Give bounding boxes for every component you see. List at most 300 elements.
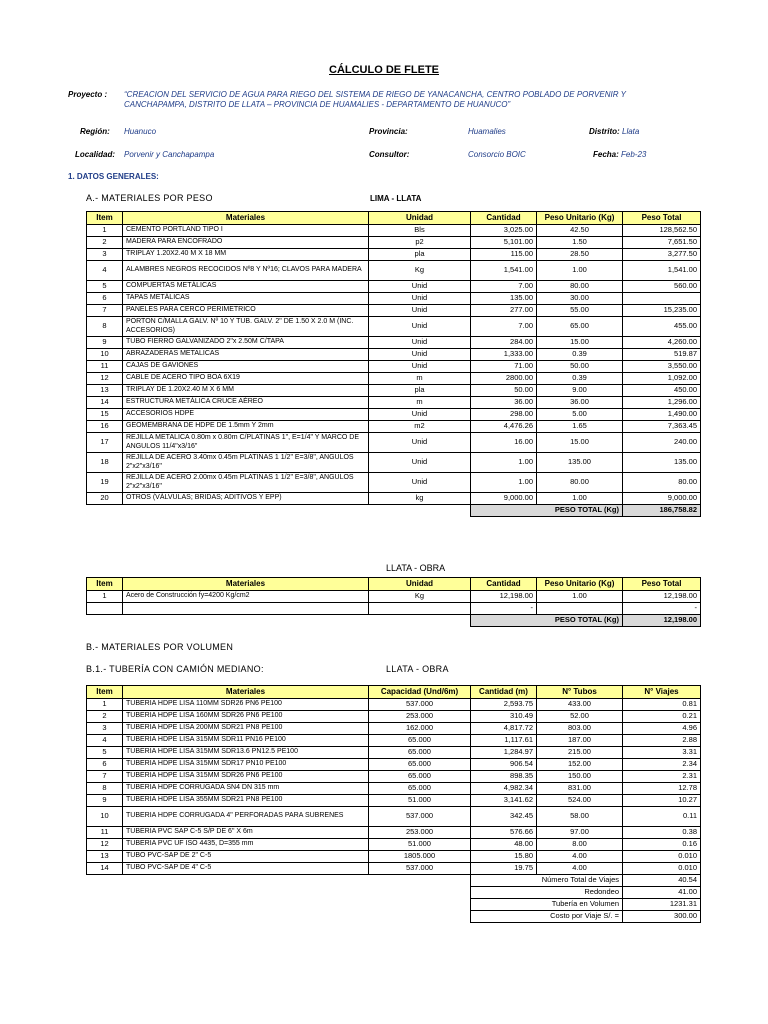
cell-n-tubos: 831.00 xyxy=(537,783,623,795)
cell-capacidad: 51.000 xyxy=(369,839,471,851)
cell-peso-unitario: 0.39 xyxy=(537,373,623,385)
cell-item: 6 xyxy=(87,293,123,305)
col-header-cantidad: Cantidad xyxy=(471,212,537,225)
cell-item: 9 xyxy=(87,795,123,807)
table-row xyxy=(87,863,701,875)
total-row xyxy=(87,615,701,627)
cell-cantidad-m: 906.54 xyxy=(471,759,537,771)
cell-cantidad: 135.00 xyxy=(471,293,537,305)
cell-peso-unitario: 1.00 xyxy=(537,493,623,505)
cell-material: CABLE DE ACERO TIPO BOA 6X19 xyxy=(123,373,369,385)
datos-generales-heading: 1. DATOS GENERALES: xyxy=(68,172,159,181)
table-row xyxy=(87,349,701,361)
cell-unidad: m2 xyxy=(369,421,471,433)
cell-item: 7 xyxy=(87,771,123,783)
table-row xyxy=(87,699,701,711)
cell-n-tubos: 4.00 xyxy=(537,863,623,875)
cell-peso-total: 4,260.00 xyxy=(623,337,701,349)
table-row xyxy=(87,337,701,349)
table-row xyxy=(87,373,701,385)
summary-value: 1231.31 xyxy=(623,899,701,911)
cell-n-tubos: 215.00 xyxy=(537,747,623,759)
cell-cantidad: 1.00 xyxy=(471,473,537,493)
cell-peso-total: 1,092.00 xyxy=(623,373,701,385)
table-row xyxy=(87,493,701,505)
cell-cantidad-m: 48.00 xyxy=(471,839,537,851)
cell-peso-total: 1,490.00 xyxy=(623,409,701,421)
cell-material: TAPAS METÁLICAS xyxy=(123,293,369,305)
cell-item xyxy=(87,603,123,615)
cell-item: 14 xyxy=(87,863,123,875)
cell-cantidad-m: 310.49 xyxy=(471,711,537,723)
cell-n-tubos: 8.00 xyxy=(537,839,623,851)
col-header-n-tubos: N° Tubos xyxy=(537,686,623,699)
table-row xyxy=(87,807,701,827)
cell-item: 11 xyxy=(87,827,123,839)
cell-capacidad: 537.000 xyxy=(369,699,471,711)
col-header-unidad: Unidad xyxy=(369,212,471,225)
cell-item: 10 xyxy=(87,349,123,361)
peso-total-label: PESO TOTAL (Kg) xyxy=(471,505,623,517)
cell-cantidad: 12,198.00 xyxy=(471,591,537,603)
cell-n-viajes: 0.16 xyxy=(623,839,701,851)
page-title: CÁLCULO DE FLETE xyxy=(329,64,439,76)
localidad-value: Porvenir y Canchapampa xyxy=(124,150,215,159)
cell-capacidad: 537.000 xyxy=(369,807,471,827)
cell-peso-unitario: 50.00 xyxy=(537,361,623,373)
table-row xyxy=(87,225,701,237)
cell-material: REJILLA DE ACERO 2.00mx 0.45m PLATINAS 1 1/2" E=3/8", ANGULOS 2"x2"x3/16" xyxy=(123,473,369,493)
cell-item: 4 xyxy=(87,735,123,747)
cell-peso-unitario xyxy=(537,603,623,615)
cell-peso-total: 519.87 xyxy=(623,349,701,361)
cell-material: TUBERIA HDPE LISA 110MM SDR26 PN6 PE100 xyxy=(123,699,369,711)
cell-item: 19 xyxy=(87,473,123,493)
table-row xyxy=(87,261,701,281)
section-b-route: LLATA - OBRA xyxy=(386,664,449,674)
cell-n-viajes: 0.010 xyxy=(623,851,701,863)
cell-peso-unitario: 1.00 xyxy=(537,261,623,281)
cell-item: 18 xyxy=(87,453,123,473)
table-row xyxy=(87,747,701,759)
cell-unidad: Unid xyxy=(369,337,471,349)
cell-n-tubos: 152.00 xyxy=(537,759,623,771)
cell-unidad: Unid xyxy=(369,281,471,293)
cell-peso-unitario: 1.00 xyxy=(537,591,623,603)
fecha-label: Fecha: xyxy=(593,150,619,159)
cell-material: TUBERIA HDPE CORRUGADA 4" PERFORADAS PARA SUBRENES xyxy=(123,807,369,827)
cell-n-tubos: 803.00 xyxy=(537,723,623,735)
cell-peso-unitario: 28.50 xyxy=(537,249,623,261)
cell-material xyxy=(123,603,369,615)
table-row xyxy=(87,397,701,409)
proyecto-label: Proyecto : xyxy=(68,90,108,99)
col-header-materiales: Materiales xyxy=(123,212,369,225)
cell-capacidad: 65.000 xyxy=(369,783,471,795)
peso-total-value: 186,758.82 xyxy=(623,505,701,517)
cell-peso-unitario: 15.00 xyxy=(537,337,623,349)
cell-peso-unitario: 0.39 xyxy=(537,349,623,361)
col-header-capacidad: Capacidad (Und/6m) xyxy=(369,686,471,699)
cell-n-tubos: 433.00 xyxy=(537,699,623,711)
peso-total-label: PESO TOTAL (Kg) xyxy=(471,615,623,627)
cell-peso-total: 560.00 xyxy=(623,281,701,293)
cell-peso-total: 128,562.50 xyxy=(623,225,701,237)
peso-total-value: 12,198.00 xyxy=(623,615,701,627)
consultor-value: Consorcio BOIC xyxy=(468,150,526,159)
col-header-peso-unitario: Peso Unitario (Kg) xyxy=(537,212,623,225)
cell-cantidad: 115.00 xyxy=(471,249,537,261)
cell-peso-unitario: 80.00 xyxy=(537,473,623,493)
cell-capacidad: 253.000 xyxy=(369,711,471,723)
cell-cantidad: 1,333.00 xyxy=(471,349,537,361)
section-a-route: LIMA - LLATA xyxy=(370,194,422,203)
cell-capacidad: 51.000 xyxy=(369,795,471,807)
cell-cantidad: 16.00 xyxy=(471,433,537,453)
table-row xyxy=(87,735,701,747)
cell-peso-total: 3,550.00 xyxy=(623,361,701,373)
cell-peso-unitario: 30.00 xyxy=(537,293,623,305)
proyecto-text: “CREACION DEL SERVICIO DE AGUA PARA RIEGO DEL SISTEMA DE RIEGO DE YANACANCHA, CENTRO POBLADO DE PORVENIR Y CANCHAPAMPA, DISTRITO DE LLATA – PROVINCIA DE HUAMALIES - DEPARTAMENTO DE HUANUCO” xyxy=(124,90,626,109)
cell-cantidad-m: 19.75 xyxy=(471,863,537,875)
table-row xyxy=(87,783,701,795)
cell-item: 13 xyxy=(87,385,123,397)
cell-material: TUBO FIERRO GALVANIZADO 2"x 2.50M C/TAPA xyxy=(123,337,369,349)
cell-cantidad: 36.00 xyxy=(471,397,537,409)
cell-n-tubos: 150.00 xyxy=(537,771,623,783)
col-header-cantidad: Cantidad xyxy=(471,578,537,591)
summary-row xyxy=(87,899,701,911)
col-header-cantidad-m: Cantidad (m) xyxy=(471,686,537,699)
cell-n-tubos: 187.00 xyxy=(537,735,623,747)
region-value: Huanuco xyxy=(124,127,157,136)
cell-material: REJILLA METALICA 0.80m x 0.80m C/PLATINAS 1", E=1/4" Y MARCO DE ANGULOS 11/4"x3/16" xyxy=(123,433,369,453)
summary-label: Tubería en Volumen xyxy=(471,899,623,911)
cell-n-viajes: 2.34 xyxy=(623,759,701,771)
cell-cantidad: 1.00 xyxy=(471,453,537,473)
cell-n-tubos: 97.00 xyxy=(537,827,623,839)
summary-value: 40.54 xyxy=(623,875,701,887)
cell-peso-total: 450.00 xyxy=(623,385,701,397)
cell-unidad: pla xyxy=(369,385,471,397)
cell-cantidad-m: 576.66 xyxy=(471,827,537,839)
col-header-unidad: Unidad xyxy=(369,578,471,591)
cell-unidad: Kg xyxy=(369,591,471,603)
cell-cantidad: 2800.00 xyxy=(471,373,537,385)
cell-item: 8 xyxy=(87,317,123,337)
cell-n-viajes: 0.010 xyxy=(623,863,701,875)
table-row xyxy=(87,317,701,337)
distrito-value: Llata xyxy=(622,127,640,136)
col-header-item: Item xyxy=(87,212,123,225)
col-header-peso-total: Peso Total xyxy=(623,212,701,225)
cell-peso-unitario: 55.00 xyxy=(537,305,623,317)
cell-cantidad: 4,476.26 xyxy=(471,421,537,433)
cell-item: 4 xyxy=(87,261,123,281)
cell-n-viajes: 0.11 xyxy=(623,807,701,827)
cell-material: REJILLA DE ACERO 3.40mx 0.45m PLATINAS 1 1/2" E=3/8", ANGULOS 2"x2"x3/16" xyxy=(123,453,369,473)
cell-peso-unitario: 9.00 xyxy=(537,385,623,397)
cell-cantidad: - xyxy=(471,603,537,615)
cell-peso-unitario: 15.00 xyxy=(537,433,623,453)
table-row xyxy=(87,591,701,603)
cell-n-viajes: 0.21 xyxy=(623,711,701,723)
cell-unidad: Unid xyxy=(369,473,471,493)
cell-peso-total: - xyxy=(623,603,701,615)
cell-capacidad: 65.000 xyxy=(369,747,471,759)
cell-material: TUBERIA HDPE LISA 315MM SDR26 PN6 PE100 xyxy=(123,771,369,783)
cell-capacidad: 162.000 xyxy=(369,723,471,735)
cell-n-viajes: 2.31 xyxy=(623,771,701,783)
table-llata-obra xyxy=(86,577,701,627)
provincia-value: Huamalies xyxy=(468,127,506,136)
cell-material: PANELES PARA CERCO PERIMETRICO xyxy=(123,305,369,317)
cell-peso-total: 80.00 xyxy=(623,473,701,493)
table-row xyxy=(87,237,701,249)
cell-peso-total: 7,363.45 xyxy=(623,421,701,433)
col-header-peso-unitario: Peso Unitario (Kg) xyxy=(537,578,623,591)
table-materiales-volumen xyxy=(86,685,701,923)
table-row xyxy=(87,723,701,735)
cell-peso-total: 1,296.00 xyxy=(623,397,701,409)
cell-item: 16 xyxy=(87,421,123,433)
cell-peso-unitario: 80.00 xyxy=(537,281,623,293)
cell-item: 5 xyxy=(87,747,123,759)
cell-peso-unitario: 1.50 xyxy=(537,237,623,249)
cell-item: 9 xyxy=(87,337,123,349)
table-row xyxy=(87,249,701,261)
summary-label: Número Total de Viajes xyxy=(471,875,623,887)
cell-item: 7 xyxy=(87,305,123,317)
cell-cantidad: 7.00 xyxy=(471,317,537,337)
table-row xyxy=(87,409,701,421)
cell-material: PORTON C/MALLA GALV. Nº 10 Y TUB. GALV. 2" DE 1.50 X 2.0 M (INC. ACCESORIOS) xyxy=(123,317,369,337)
cell-unidad: Unid xyxy=(369,409,471,421)
summary-label: Costo por Viaje S/. = xyxy=(471,911,623,923)
cell-unidad: m xyxy=(369,373,471,385)
cell-material: CEMENTO PORTLAND TIPO I xyxy=(123,225,369,237)
cell-cantidad-m: 1,117.61 xyxy=(471,735,537,747)
cell-material: CAJAS DE GAVIONES xyxy=(123,361,369,373)
cell-unidad: Bls xyxy=(369,225,471,237)
cell-peso-unitario: 5.00 xyxy=(537,409,623,421)
cell-n-tubos: 52.00 xyxy=(537,711,623,723)
cell-material: TUBERIA HDPE LISA 160MM SDR26 PN6 PE100 xyxy=(123,711,369,723)
cell-cantidad: 50.00 xyxy=(471,385,537,397)
cell-cantidad: 298.00 xyxy=(471,409,537,421)
cell-n-tubos: 58.00 xyxy=(537,807,623,827)
cell-item: 2 xyxy=(87,237,123,249)
cell-unidad: Kg xyxy=(369,261,471,281)
table-row xyxy=(87,385,701,397)
cell-peso-unitario: 1.65 xyxy=(537,421,623,433)
cell-material: TUBERIA HDPE LISA 315MM SDR13.6 PN12.5 PE100 xyxy=(123,747,369,759)
cell-peso-total: 240.00 xyxy=(623,433,701,453)
section-b-title: B.- MATERIALES POR VOLUMEN xyxy=(86,642,234,652)
cell-unidad: Unid xyxy=(369,433,471,453)
cell-peso-total: 15,235.00 xyxy=(623,305,701,317)
table-row xyxy=(87,851,701,863)
summary-label: Redondeo xyxy=(471,887,623,899)
cell-material: MADERA PARA ENCOFRADO xyxy=(123,237,369,249)
cell-item: 6 xyxy=(87,759,123,771)
cell-item: 5 xyxy=(87,281,123,293)
total-row xyxy=(87,505,701,517)
table-row xyxy=(87,759,701,771)
cell-capacidad: 537.000 xyxy=(369,863,471,875)
section-b1-title: B.1.- TUBERÍA CON CAMIÓN MEDIANO: xyxy=(86,664,264,674)
table-row xyxy=(87,361,701,373)
cell-unidad: m xyxy=(369,397,471,409)
consultor-label: Consultor: xyxy=(369,150,410,159)
table-row xyxy=(87,711,701,723)
region-label: Región: xyxy=(80,127,110,136)
cell-n-viajes: 0.81 xyxy=(623,699,701,711)
col-header-item: Item xyxy=(87,686,123,699)
section-a-title: A.- MATERIALES POR PESO xyxy=(86,193,213,203)
cell-n-viajes: 0.38 xyxy=(623,827,701,839)
cell-peso-unitario: 135.00 xyxy=(537,453,623,473)
cell-item: 14 xyxy=(87,397,123,409)
table-row xyxy=(87,603,701,615)
cell-cantidad: 5,101.00 xyxy=(471,237,537,249)
cell-n-viajes: 12.78 xyxy=(623,783,701,795)
provincia-label: Provincia: xyxy=(369,127,408,136)
cell-unidad: Unid xyxy=(369,305,471,317)
cell-cantidad: 71.00 xyxy=(471,361,537,373)
cell-item: 13 xyxy=(87,851,123,863)
cell-material: COMPUERTAS METÁLICAS xyxy=(123,281,369,293)
table-row xyxy=(87,305,701,317)
cell-cantidad-m: 15.80 xyxy=(471,851,537,863)
cell-capacidad: 253.000 xyxy=(369,827,471,839)
cell-peso-unitario: 36.00 xyxy=(537,397,623,409)
cell-capacidad: 65.000 xyxy=(369,735,471,747)
cell-material: ABRAZADERAS METALICAS xyxy=(123,349,369,361)
cell-unidad: Unid xyxy=(369,361,471,373)
cell-material: TUBERIA PVC UF ISO 4435, D=355 mm xyxy=(123,839,369,851)
cell-item: 8 xyxy=(87,783,123,795)
fecha-value: Feb-23 xyxy=(621,150,647,159)
cell-cantidad-m: 1,284.97 xyxy=(471,747,537,759)
table-row xyxy=(87,293,701,305)
table-row xyxy=(87,839,701,851)
summary-row xyxy=(87,875,701,887)
table-row xyxy=(87,771,701,783)
cell-peso-total: 1,541.00 xyxy=(623,261,701,281)
cell-item: 11 xyxy=(87,361,123,373)
cell-item: 17 xyxy=(87,433,123,453)
col-header-materiales: Materiales xyxy=(123,578,369,591)
cell-unidad: Unid xyxy=(369,349,471,361)
cell-material: TRIPLAY 1.20X2.40 M X 18 MM xyxy=(123,249,369,261)
table-row xyxy=(87,827,701,839)
cell-cantidad: 277.00 xyxy=(471,305,537,317)
cell-material: TUBO PVC-SAP DE 4" C-5 xyxy=(123,863,369,875)
cell-cantidad: 284.00 xyxy=(471,337,537,349)
cell-item: 2 xyxy=(87,711,123,723)
cell-capacidad: 65.000 xyxy=(369,771,471,783)
col-header-item: Item xyxy=(87,578,123,591)
cell-peso-unitario: 42.50 xyxy=(537,225,623,237)
cell-material: TUBO PVC-SAP DE 2" C-5 xyxy=(123,851,369,863)
cell-unidad: Unid xyxy=(369,453,471,473)
cell-n-tubos: 524.00 xyxy=(537,795,623,807)
cell-material: OTROS (VÁLVULAS; BRIDAS; ADITIVOS Y EPP) xyxy=(123,493,369,505)
cell-n-viajes: 2.88 xyxy=(623,735,701,747)
cell-unidad: kg xyxy=(369,493,471,505)
table-row xyxy=(87,433,701,453)
cell-item: 12 xyxy=(87,839,123,851)
cell-material: ACCESORIOS HDPE xyxy=(123,409,369,421)
cell-material: GEOMEMBRANA DE HDPE DE 1.5mm Y 2mm xyxy=(123,421,369,433)
cell-capacidad: 1805.000 xyxy=(369,851,471,863)
cell-item: 1 xyxy=(87,699,123,711)
cell-unidad: Unid xyxy=(369,317,471,337)
cell-cantidad-m: 4,982.34 xyxy=(471,783,537,795)
table-row xyxy=(87,795,701,807)
cell-n-viajes: 10.27 xyxy=(623,795,701,807)
cell-peso-unitario: 65.00 xyxy=(537,317,623,337)
cell-cantidad: 3,025.00 xyxy=(471,225,537,237)
cell-capacidad: 65.000 xyxy=(369,759,471,771)
col-header-peso-total: Peso Total xyxy=(623,578,701,591)
cell-item: 10 xyxy=(87,807,123,827)
cell-item: 20 xyxy=(87,493,123,505)
col-header-n-viajes: N° Viajes xyxy=(623,686,701,699)
cell-material: TUBERIA HDPE LISA 315MM SDR11 PN16 PE100 xyxy=(123,735,369,747)
cell-peso-total: 12,198.00 xyxy=(623,591,701,603)
cell-unidad: pla xyxy=(369,249,471,261)
cell-n-viajes: 3.31 xyxy=(623,747,701,759)
cell-peso-total: 9,000.00 xyxy=(623,493,701,505)
summary-row xyxy=(87,911,701,923)
cell-material: TUBERIA HDPE LISA 315MM SDR17 PN10 PE100 xyxy=(123,759,369,771)
cell-cantidad-m: 4,817.72 xyxy=(471,723,537,735)
cell-item: 3 xyxy=(87,723,123,735)
cell-item: 15 xyxy=(87,409,123,421)
cell-unidad: Unid xyxy=(369,293,471,305)
cell-unidad: p2 xyxy=(369,237,471,249)
cell-material: TUBERIA HDPE LISA 355MM SDR21 PN8 PE100 xyxy=(123,795,369,807)
table-materiales-peso xyxy=(86,211,701,517)
summary-value: 300.00 xyxy=(623,911,701,923)
cell-cantidad-m: 342.45 xyxy=(471,807,537,827)
cell-peso-total: 135.00 xyxy=(623,453,701,473)
cell-cantidad-m: 2,593.75 xyxy=(471,699,537,711)
table-row xyxy=(87,421,701,433)
cell-peso-total: 455.00 xyxy=(623,317,701,337)
section-a2-route: LLATA - OBRA xyxy=(386,563,446,573)
table-row xyxy=(87,453,701,473)
cell-material: Acero de Construcción fy=4200 Kg/cm2 xyxy=(123,591,369,603)
cell-cantidad: 1,541.00 xyxy=(471,261,537,281)
distrito-label: Distrito: xyxy=(589,127,620,136)
table-row xyxy=(87,281,701,293)
cell-item: 1 xyxy=(87,225,123,237)
cell-cantidad-m: 898.35 xyxy=(471,771,537,783)
cell-n-viajes: 4.96 xyxy=(623,723,701,735)
cell-item: 1 xyxy=(87,591,123,603)
cell-cantidad: 9,000.00 xyxy=(471,493,537,505)
cell-peso-total xyxy=(623,293,701,305)
cell-cantidad-m: 3,141.62 xyxy=(471,795,537,807)
cell-cantidad: 7.00 xyxy=(471,281,537,293)
cell-n-tubos: 4.00 xyxy=(537,851,623,863)
cell-peso-total: 3,277.50 xyxy=(623,249,701,261)
cell-item: 12 xyxy=(87,373,123,385)
table-row xyxy=(87,473,701,493)
